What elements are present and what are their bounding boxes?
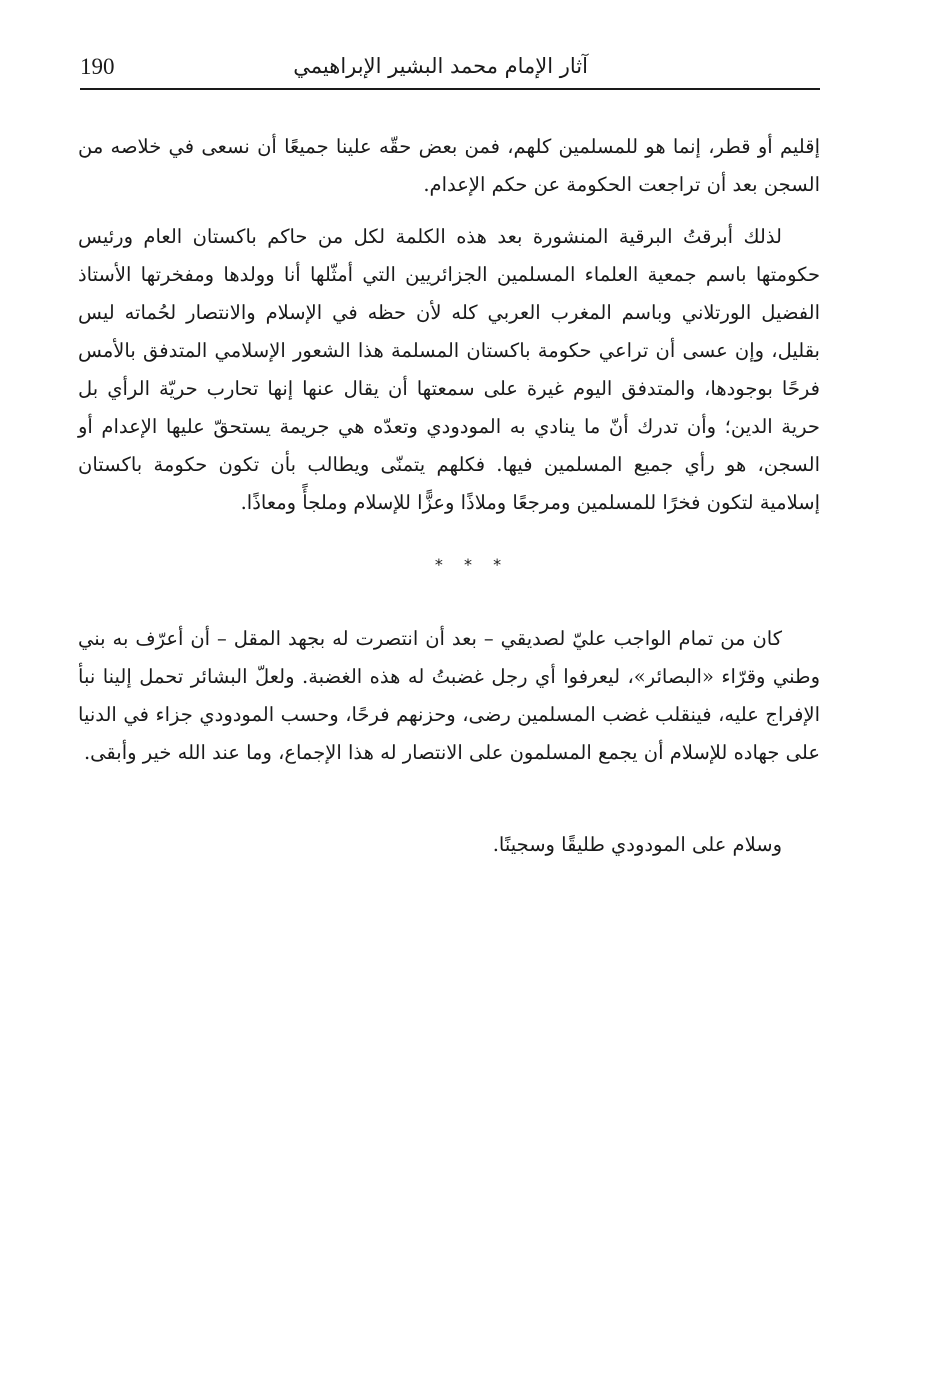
paragraph: إقليم أو قطر، إنما هو للمسلمين كلهم، فمن بعض حقّه علينا جميعًا أن نسعى في خلاصه من السجن بعد أن تراجعت الحكومة عن حكم الإعدام. xyxy=(78,135,820,196)
closing-line: وسلام على المودودي طليقًا وسجينًا. xyxy=(492,833,782,856)
paragraph-telegram xyxy=(78,218,820,522)
paragraph-continuation xyxy=(78,128,820,204)
paragraph: لذلك أبرقتُ البرقية المنشورة بعد هذه الكلمة لكل من حاكم باكستان العام ورئيس حكومتها باسم جمعية العلماء المسلمين الجزائريين التي أمثّلها أنا وولدها ومفخرتها الأستاذ الفضيل الورتلاني وباسم المغرب العربي كله لأن حظه في الإسلام والانتصار لحُماته ليس بقليل، وإن عسى أن تراعي حكومة باكستان المسلمة هذا الشعور الإسلامي المتدفق بالأمس فرحًا بوجودها، والمتدفق اليوم غيرة على سمعتها أن يقال عنها إنها تحارب حريّة الرأي بل حرية الدين؛ وأن تدرك أنّ ما ينادي به المودودي وتعدّه هي جريمة يستحقّ عليها الإعدام أو السجن، هو رأي جميع المسلمين فيها. فكلهم يتمنّى ويطالب بأن تكون حكومة باكستان إسلامية لتكون فخرًا للمسلمين ومرجعًا وملاذًا وعزًّا للإسلام وملجأً ومعاذًا. xyxy=(78,225,820,514)
section-separator: * * * xyxy=(434,555,510,574)
running-title: آثار الإمام محمد البشير الإبراهيمي xyxy=(293,54,588,78)
page-header xyxy=(80,52,820,90)
paragraph-friend xyxy=(78,620,820,772)
paragraph: كان من تمام الواجب عليّ لصديقي – بعد أن انتصرت له بجهد المقل – أن أعرّف به بني وطني وقرّاء «البصائر»، ليعرفوا أي رجل غضبتُ له هذه الغضبة. ولعلّ البشائر تحمل إلينا نبأ الإفراج عليه، فينقلب غضب المسلمين رضى، وحزنهم فرحًا، وحسب المودودي جزاء في الدنيا على جهاده للإسلام أن يجمع المسلمون على الانتصار له هذا الإجماع، وما عند الله خير وأبقى. xyxy=(78,627,820,764)
page-number: 190 xyxy=(80,54,115,79)
